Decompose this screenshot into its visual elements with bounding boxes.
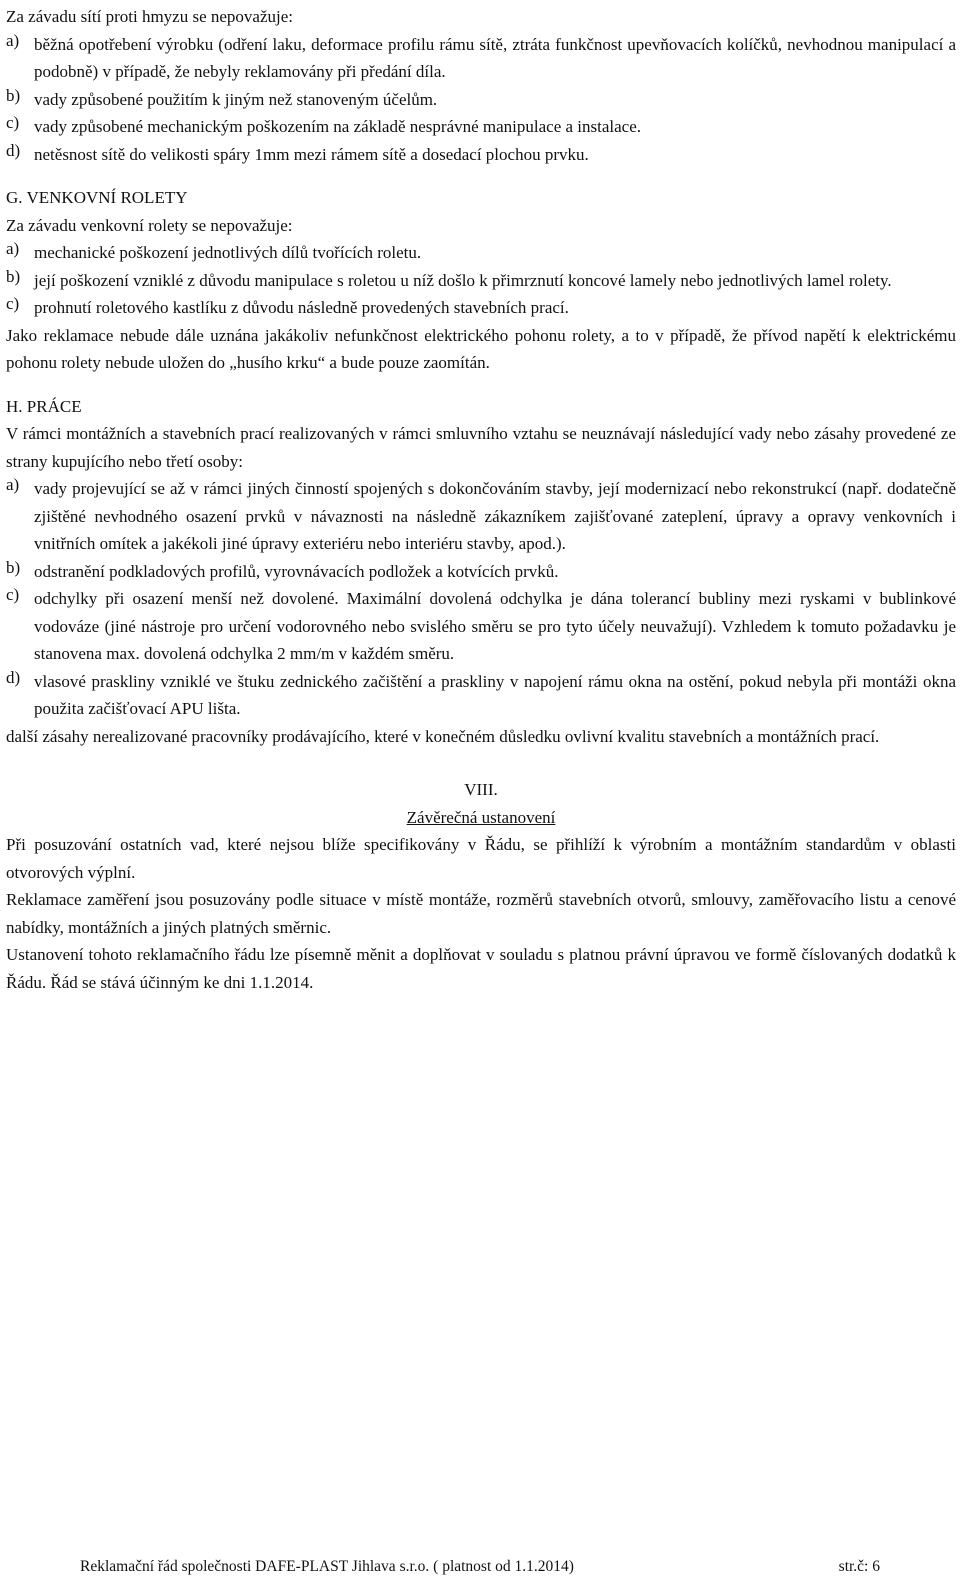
paragraph: Reklamace zaměření jsou posuzovány podle situace v místě montáže, rozměrů stavebních otvorů, smlouvy, zaměřovacího listu a cenové nabídky, montážních a jiných platných směrnic. [6, 890, 956, 937]
item-text: prohnutí roletového kastlíku z důvodu následně provedených stavebních prací. [34, 298, 569, 317]
prace-intro: V rámci montážních a stavebních prací realizovaných v rámci smluvního vztahu se neuznávají následující vady nebo zásahy provedené ze strany kupujícího nebo třetí osoby: [6, 424, 956, 471]
paragraph: Při posuzování ostatních vad, které nejsou blíže specifikovány v Řádu, se přihlíží k výrobním a montážním standardům v oblasti otvorových výplní. [6, 835, 956, 882]
heading-prefix: H. [6, 396, 23, 416]
section-title-text: Závěrečná ustanovení [406, 807, 556, 827]
item-text: vady způsobené použitím k jiným než stanoveným účelům. [34, 89, 438, 109]
item-text: odchylky při osazení menší než dovolené. Maximální dovolená odchylka je dána tolerancí bubliny mezi ryskami v bublinkové vodováze (jiné nástroje pro určení vodorovného nebo svislého směru se pro tyto účely neuvažují). Vzhledem k tomuto požadavku je stanovena max. dovolená odchylka 2 mm/m v každém směru. [34, 589, 956, 663]
footer-title: Reklamační řád společnosti DAFE-PLAST Jihlava s.r.o. ( platnost od 1.1.2014) [80, 1558, 574, 1575]
site-intro: Za závadu sítí proti hmyzu se nepovažuje: [6, 7, 294, 26]
item-label: a) [6, 239, 20, 258]
list-item [6, 294, 956, 322]
item-label: d) [6, 667, 21, 687]
list-item [6, 558, 956, 586]
item-text: vady způsobené mechanickým poškozením na základě nesprávné manipulace a instalace. [34, 117, 642, 136]
list-item [6, 475, 956, 558]
list-item [6, 31, 956, 86]
item-label: b) [6, 266, 21, 286]
item-text: její poškození vzniklé z důvodu manipulace s roletou u níž došlo k přimrznutí koncové lamely nebo jednotlivých lamel rolety. [34, 270, 892, 290]
document-body [6, 0, 956, 996]
list-item [6, 668, 956, 723]
item-text: netěsnost sítě do velikosti spáry 1mm mezi rámem sítě a dosedací plochou prvku. [34, 144, 589, 164]
item-text: odstranění podkladových profilů, vyrovnávacích podložek a kotvících prvků. [34, 561, 559, 581]
item-text: běžná opotřebení výrobku (odření laku, deformace profilu rámu sítě, ztráta funkčnost upevňovacích kolíčků, nevhodnou manipulací a podobně) v případě, že nebyly reklamovány při předání díla. [34, 34, 956, 81]
section-heading-h [6, 393, 956, 421]
item-label: c) [6, 113, 20, 132]
list-item [6, 585, 956, 668]
section-heading-g [6, 184, 956, 212]
item-label: a) [6, 475, 20, 494]
item-label: b) [6, 85, 21, 105]
item-label: b) [6, 557, 21, 577]
item-label: c) [6, 294, 20, 313]
heading-text: VENKOVNÍ ROLETY [26, 188, 188, 207]
page-footer [80, 1557, 880, 1577]
item-label: d) [6, 140, 21, 160]
section-title [6, 804, 956, 832]
prace-note: další zásahy nerealizované pracovníky prodávajícího, které v konečném důsledku ovlivní kvalitu stavebních a montážních prací. [6, 726, 880, 746]
item-label: a) [6, 30, 20, 50]
list-item [6, 267, 956, 295]
list-item [6, 113, 956, 141]
heading-text: PRÁCE [26, 396, 82, 416]
page-number: str.č: 6 [838, 1558, 880, 1575]
list-item [6, 141, 956, 169]
paragraph: Ustanovení tohoto reklamačního řádu lze písemně měnit a doplňovat v souladu s platnou právní úpravou ve formě číslovaných dodatků k Řádu. Řád se stává účinným ke dni 1.1.2014. [6, 945, 956, 992]
list-item [6, 86, 956, 114]
roleto-note: Jako reklamace nebude dále uznána jakákoliv nefunkčnost elektrického pohonu rolety, a to v případě, že přívod napětí k elektrickému pohonu rolety nebude uložen do „husího krku“ a bude pouze zaomítán. [6, 325, 956, 372]
roleto-intro: Za závadu venkovní rolety se nepovažuje: [6, 215, 293, 235]
item-text: vlasové praskliny vzniklé ve štuku zednického začištění a praskliny v napojení rámu okna na ostění, pokud nebyla při montáži okna použita začišťovací APU lišta. [34, 671, 956, 718]
section-number: VIII. [464, 780, 498, 799]
list-item [6, 239, 956, 267]
heading-prefix: G. [6, 188, 23, 207]
item-text: vady projevující se až v rámci jiných činností spojených s dokončováním stavby, její modernizací nebo rekonstrukcí (např. dodatečně zjištěné nevhodného osazení prvků v návaznosti na následně zákazníkem zajišťované zateplení, úpravy a opravy venkovních i vnitřních omítek a jakékoli jiné úpravy exteriéru nebo interiéru stavby, apod.). [34, 479, 956, 553]
item-label: c) [6, 585, 20, 604]
item-text: mechanické poškození jednotlivých dílů tvořících roletu. [34, 243, 422, 262]
